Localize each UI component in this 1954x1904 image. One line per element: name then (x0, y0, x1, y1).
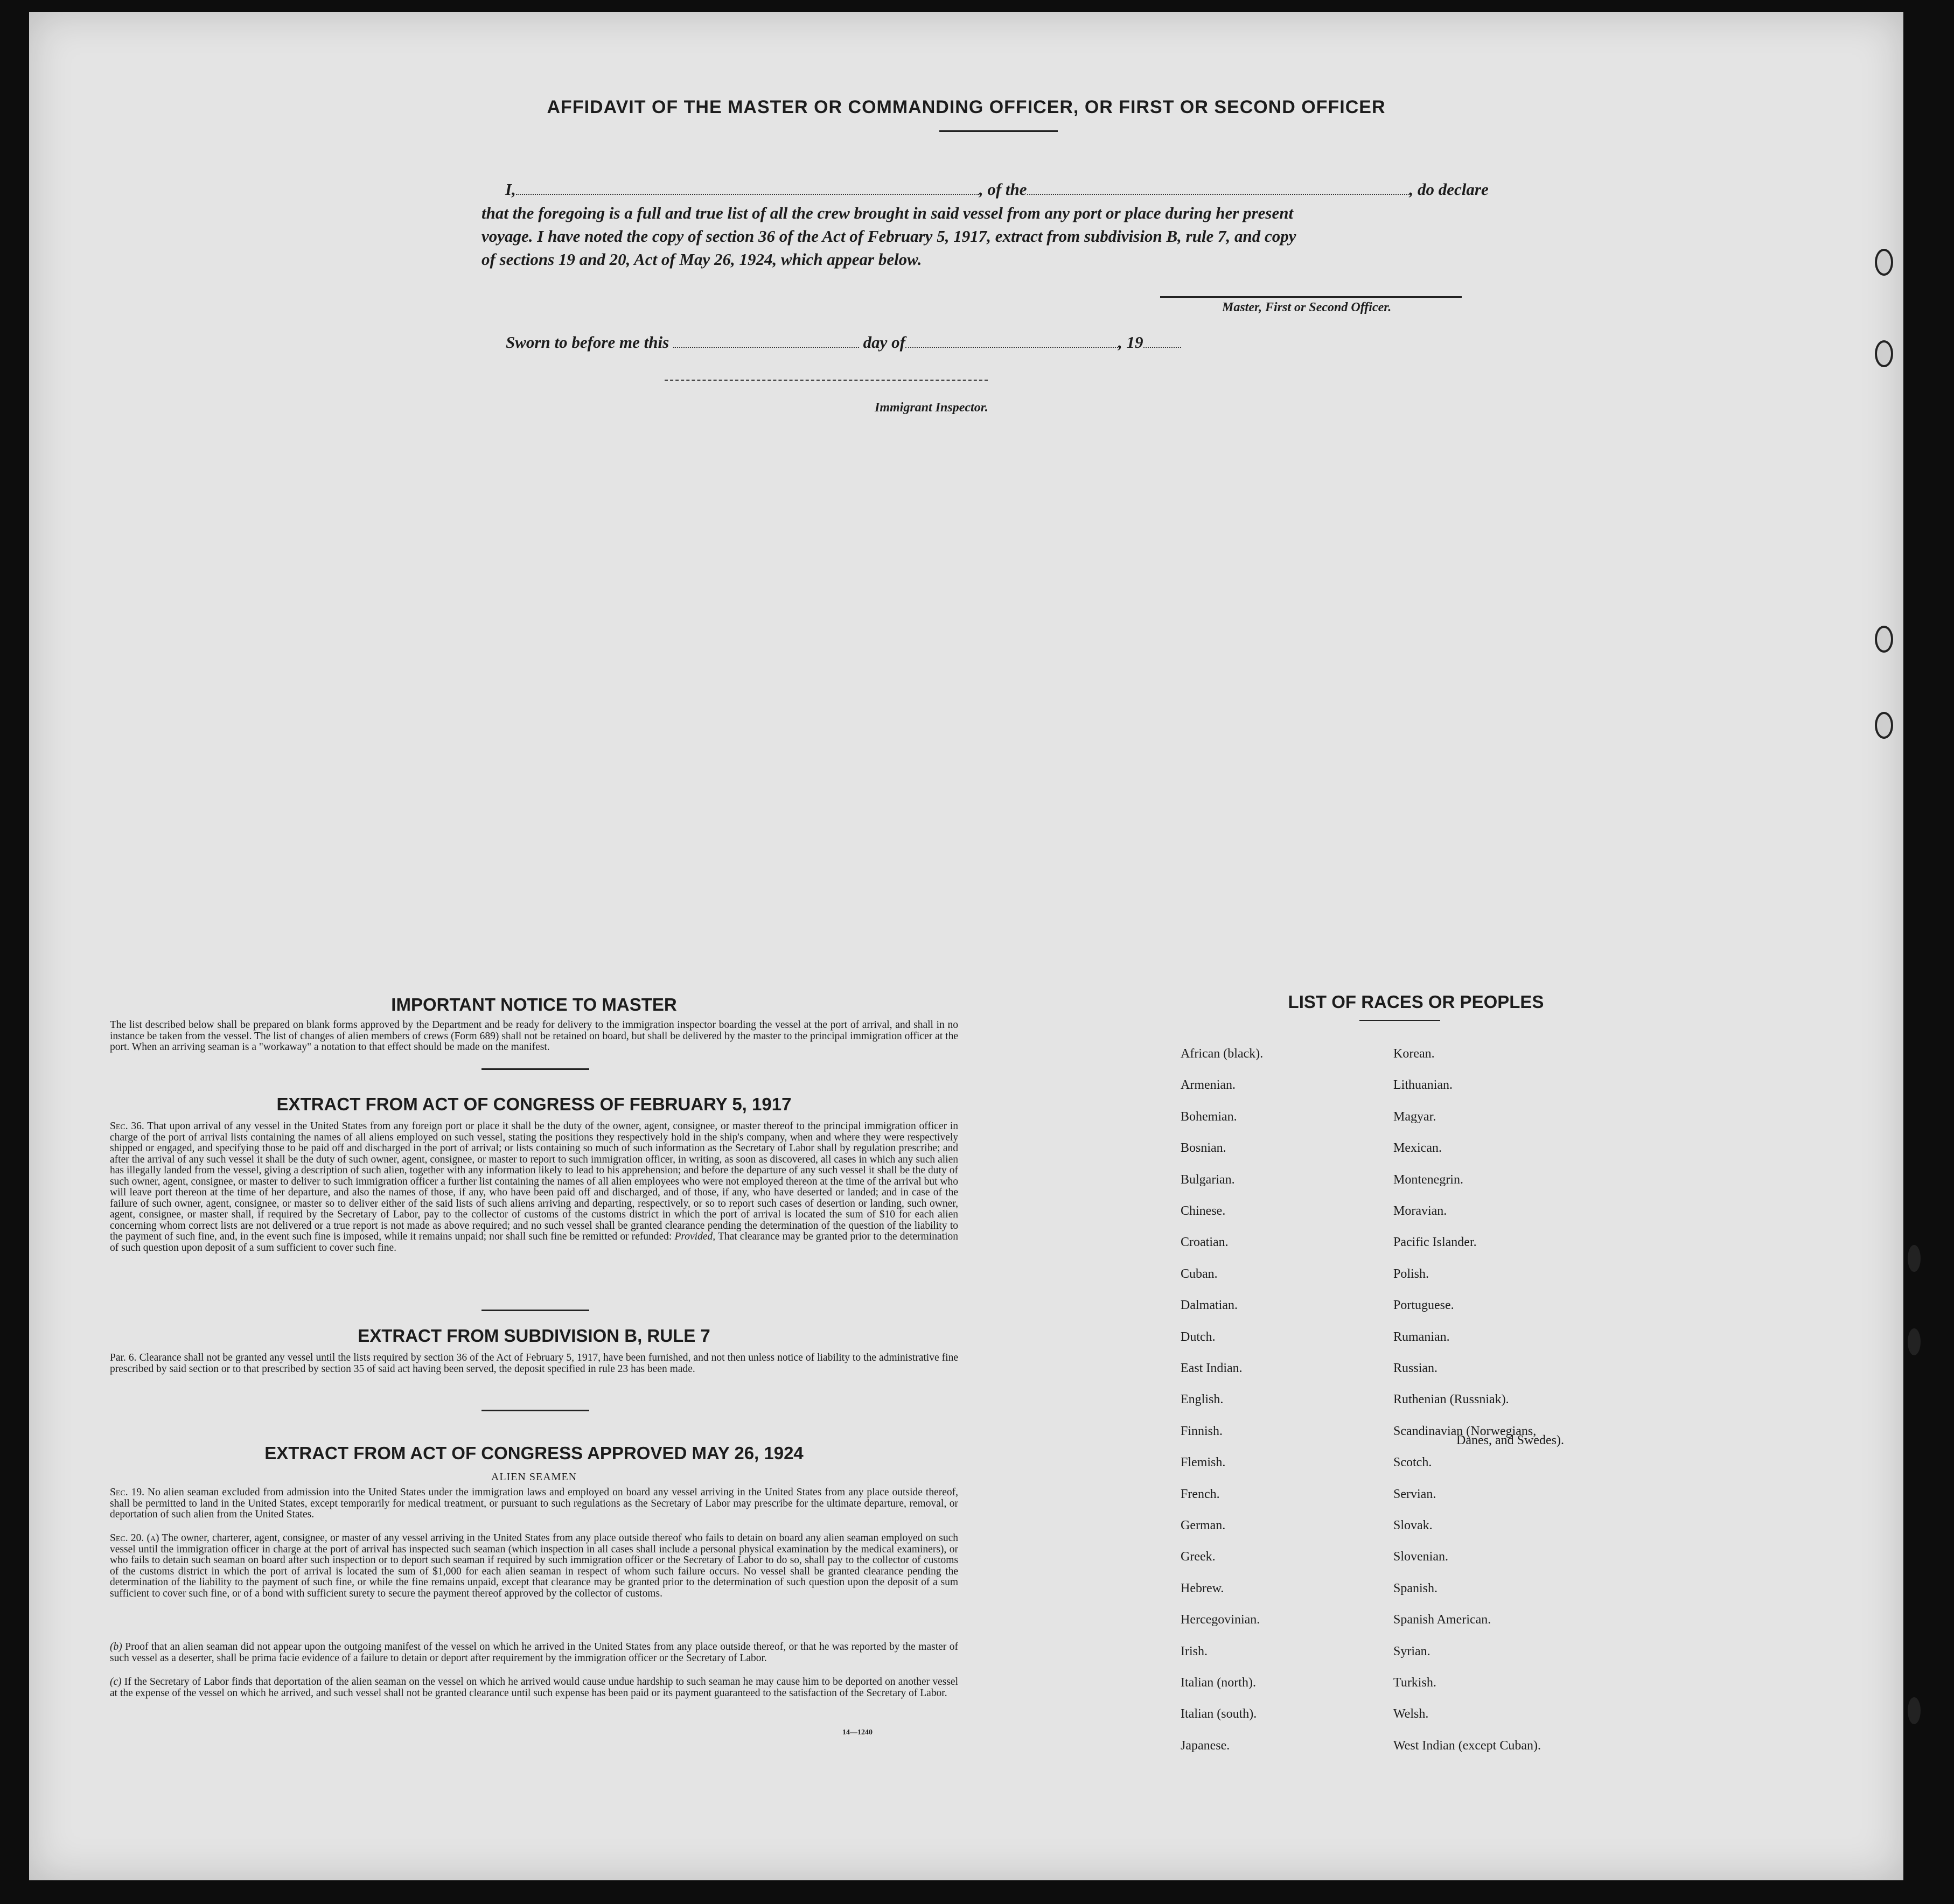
race-item: Russian. (1393, 1361, 1438, 1375)
affidavit-line-4: of sections 19 and 20, Act of May 26, 1924, which appear below. (481, 250, 922, 269)
race-item: Irish. (1181, 1644, 1208, 1658)
race-item: African (black). (1181, 1047, 1264, 1061)
race-item: Korean. (1393, 1047, 1435, 1061)
race-item: Lithuanian. (1393, 1078, 1453, 1093)
day-of-label: day of (863, 333, 905, 352)
race-item: Italian (north). (1181, 1676, 1256, 1690)
race-item: Servian. (1393, 1487, 1436, 1501)
sec20a-label: Sec. 20. (a) (110, 1532, 159, 1544)
extract-rule7-title: EXTRACT FROM SUBDIVISION B, RULE 7 (358, 1326, 710, 1346)
affidavit-title: AFFIDAVIT OF THE MASTER OR COMMANDING OFFICER, OR FIRST OR SECOND OFFICER (547, 97, 1386, 117)
extract-1917-title: EXTRACT FROM ACT OF CONGRESS OF FEBRUARY 5, 1917 (276, 1094, 792, 1114)
sec19-body (110, 1487, 958, 1521)
name-blank[interactable] (516, 181, 979, 195)
race-item: Moravian. (1393, 1204, 1447, 1218)
provided-label: Provided, (674, 1231, 716, 1242)
alien-seamen-subtitle: ALIEN SEAMEN (491, 1471, 577, 1483)
punch-hole (1875, 340, 1893, 367)
races-rule (1359, 1020, 1440, 1021)
race-item: French. (1181, 1487, 1220, 1501)
race-item-cont: Danes, and Swedes). (1456, 1433, 1564, 1447)
punch-hole (1875, 626, 1893, 653)
punch-hole (1875, 249, 1893, 276)
master-caption: Master, First or Second Officer. (1222, 300, 1392, 314)
year-label: , 19 (1118, 333, 1143, 352)
race-item: Ruthenian (Russniak). (1393, 1392, 1509, 1407)
sec20c-label: (c) (110, 1676, 122, 1688)
extract-1917-rule (481, 1310, 589, 1311)
punch-hole (1875, 712, 1893, 739)
sec19-label: Sec. 19. (110, 1487, 145, 1498)
race-item: Mexican. (1393, 1141, 1442, 1156)
race-item: Portuguese. (1393, 1298, 1454, 1313)
notice-rule (481, 1068, 589, 1070)
sec20b-text: Proof that an alien seaman did not appear upon the outgoing manifest of the vessel on which he arrived in the United States from any place outside thereof, or that he was reported by the master of such vessel as a deserter, shall be prima facie evidence of a failure to detain or deport after requirement by the immigration officer or the Secretary of Labor. (110, 1641, 958, 1664)
race-item: Bosnian. (1181, 1141, 1226, 1156)
notice-title: IMPORTANT NOTICE TO MASTER (391, 995, 677, 1014)
extract-1917-body (110, 1121, 958, 1254)
punch-hole (1908, 1328, 1921, 1355)
master-signature-line[interactable] (1160, 296, 1462, 298)
title-rule (939, 130, 1058, 132)
vessel-blank[interactable] (1027, 181, 1409, 195)
year-blank[interactable] (1143, 334, 1181, 348)
race-item: Turkish. (1393, 1676, 1436, 1690)
race-item: West Indian (except Cuban). (1393, 1738, 1541, 1753)
race-item: Slovak. (1393, 1518, 1433, 1532)
extract-rule7-body: Par. 6. Clearance shall not be granted any vessel until the lists required by section 36 of the Act of February 5, 1917, have been furnished, and not then unless notice of liability to the administrative fine prescribed by said section or to that prescribed by section 35 of said act having been served, the deposit specified in rule 23 has been made. (110, 1352, 958, 1375)
sworn-label: Sworn to before me this (506, 333, 669, 352)
race-item: Syrian. (1393, 1644, 1430, 1658)
race-item: Armenian. (1181, 1078, 1236, 1093)
race-item: German. (1181, 1518, 1226, 1532)
race-item: Spanish. (1393, 1581, 1438, 1595)
race-item: Hebrew. (1181, 1581, 1224, 1595)
race-item: Polish. (1393, 1266, 1429, 1281)
affidavit-line-2: that the foregoing is a full and true list of all the crew brought in said vessel from any port or place during her present (481, 204, 1294, 222)
race-item: Pacific Islander. (1393, 1235, 1477, 1250)
of-the-label: , of the (979, 180, 1027, 199)
race-item: Spanish American. (1393, 1613, 1491, 1627)
affidavit-line-3: voyage. I have noted the copy of section 36 of the Act of February 5, 1917, extract from subdivision B, rule 7, and copy (481, 227, 1296, 246)
inspector-caption: Immigrant Inspector. (875, 401, 988, 415)
sec20c-body (110, 1677, 958, 1699)
race-item: Dalmatian. (1181, 1298, 1238, 1313)
race-item: Flemish. (1181, 1455, 1226, 1470)
race-item: East Indian. (1181, 1361, 1243, 1375)
race-item: Chinese. (1181, 1204, 1226, 1218)
sworn-day-blank[interactable] (673, 334, 859, 348)
sec20a-text: The owner, charterer, agent, consignee, or master of any vessel arriving in the United States from any place outside thereof who fails to detain on board any alien seaman employed on such vessel until the immigration officer in charge at the port of arrival has inspected such seaman (which inspection in all cases shall include a personal physical examination by the medical examiners), or who fails to detain such seaman on board after such inspection or to deport such seaman if required by such immigration officer or the Secretary of Labor to do so, shall pay to the collector of customs of the customs district in which the port of arrival is located the sum of $1,000 for each alien seaman in respect of whom such failure occurs. No vessel shall be granted clearance pending the determination of the liability to the payment of such fine, or while the fine remains unpaid, except that clearance may be granted prior to the determination of such question upon the deposit of a sum sufficient to cover such fine, or of a bond with sufficient surety to secure the payment thereof approved by the collector of customs. (110, 1532, 958, 1599)
race-item: Magyar. (1393, 1109, 1436, 1124)
race-item: Finnish. (1181, 1424, 1223, 1438)
sec20c-text: If the Secretary of Labor finds that deportation of the alien seaman on the vessel on which he arrived would cause undue hardship to such seaman he may cause him to be deported on another vessel at the expense of the vessel on which he arrived, and such vessel shall not be granted clearance until such expense has been paid or its payment guaranteed to the satisfaction of the Secretary of Labor. (110, 1676, 958, 1699)
race-item: Scandinavian (Norwegians, (1393, 1424, 1537, 1438)
race-item: Italian (south). (1181, 1707, 1257, 1721)
extract-rule7-rule (481, 1410, 589, 1411)
sec20a-body (110, 1533, 958, 1599)
race-item: Japanese. (1181, 1738, 1230, 1753)
sec36-label: Sec. 36. (110, 1121, 144, 1132)
race-item: Greek. (1181, 1550, 1216, 1564)
race-item: Dutch. (1181, 1329, 1216, 1344)
month-blank[interactable] (905, 334, 1118, 348)
sworn-line (506, 333, 1181, 352)
form-number: 14—1240 (842, 1728, 873, 1737)
race-item: Welsh. (1393, 1707, 1429, 1721)
sec20b-label: (b) (110, 1641, 122, 1653)
race-item: Hercegovinian. (1181, 1613, 1260, 1627)
sec20b-body (110, 1642, 958, 1664)
notice-body: The list described below shall be prepared on blank forms approved by the Department and be ready for delivery to the immigration inspector boarding the vessel at the port of arrival, and shall in no instance be taken from the vessel. The list of changes of alien members of crews (Form 689) shall not be retained on board, but shall be delivered by the master to the principal immigration officer at the port. When an arriving seaman is a "workaway" a notation to that effect should be made on the manifest. (110, 1019, 958, 1053)
race-item: Slovenian. (1393, 1550, 1448, 1564)
extract-1924-title: EXTRACT FROM ACT OF CONGRESS APPROVED MAY 26, 1924 (264, 1443, 804, 1463)
affidavit-i-label: I, (505, 180, 516, 199)
race-item: English. (1181, 1392, 1224, 1407)
race-item: Bulgarian. (1181, 1172, 1235, 1187)
race-item: Bohemian. (1181, 1109, 1237, 1124)
do-declare-label: , do declare (1409, 180, 1489, 199)
punch-hole (1908, 1697, 1921, 1724)
races-title: LIST OF RACES OR PEOPLES (1288, 992, 1544, 1012)
punch-hole (1908, 1245, 1921, 1272)
race-item: Scotch. (1393, 1455, 1432, 1470)
race-item: Croatian. (1181, 1235, 1229, 1250)
sec19-text: No alien seaman excluded from admission into the United States under the immigration laws and employed on board any vessel arriving in the United States from any place outside thereof, shall be permitted to land in the United States, except temporarily for medical treatment, or pursuant to such regulations as the Secretary of Labor may prescribe for the ultimate departure, removal, or deportation of such alien from the United States. (110, 1487, 958, 1520)
race-item: Rumanian. (1393, 1329, 1450, 1344)
sec36-tail: That clearance may be granted prior to the determination of such question upon deposit of a sum sufficient to cover such fine. (110, 1231, 958, 1254)
inspector-signature-line[interactable] (665, 380, 988, 381)
affidavit-line-1 (505, 180, 1489, 199)
sec36-text: That upon arrival of any vessel in the United States from any foreign port or place it shall be the duty of the owner, agent, consignee, or master thereof to the principal immigration officer in charge of the port of arrival lists containing the names of all aliens employed on such vessel, stating the positions they respectively hold in the ship's company, when and where they were respectively shipped or engaged, and specifying those to be paid off and discharged in the port of arrival; or lists containing so much of such information as the Secretary of Labor shall by regulation prescribe; and after the arrival of any such vessel it shall be the duty of such owner, agent, consignee, or master to report to such immigration officer, in writing, as soon as discovered, all cases in which any such alien has illegally landed from the vessel, giving a description of such alien, together with any information likely to lead to his apprehension; and before the departure of any such vessel it shall be the duty of such owner, agent, consignee, or master to deliver to such immigration officer a further list containing the names of all alien employees who were not employed thereon at the time of the arrival but who will leave port thereon at the time of her departure, and also the names of those, if any, who have been paid off and discharged, and of those, if any, who have deserted or landed; and in case of the failure of such owner, agent, consignee, or master so to deliver either of the said lists of such aliens arriving and departing, respectively, or so to report such cases of desertion or landing, such owner, agent, consignee, or master shall, if required by the Secretary of Labor, pay to the collector of customs of the customs district in which the port of arrival is located the sum of $10 for each alien concerning whom correct lists are not delivered or a true report is not made as above required; and no such vessel shall be granted clearance pending the determination of the question of the liability to the payment of such fine, and, in the event such fine is imposed, while it remains unpaid; nor shall such fine be remitted or refunded: (110, 1121, 958, 1242)
race-item: Cuban. (1181, 1266, 1218, 1281)
race-item: Montenegrin. (1393, 1172, 1463, 1187)
document-sheet (29, 12, 1903, 1880)
